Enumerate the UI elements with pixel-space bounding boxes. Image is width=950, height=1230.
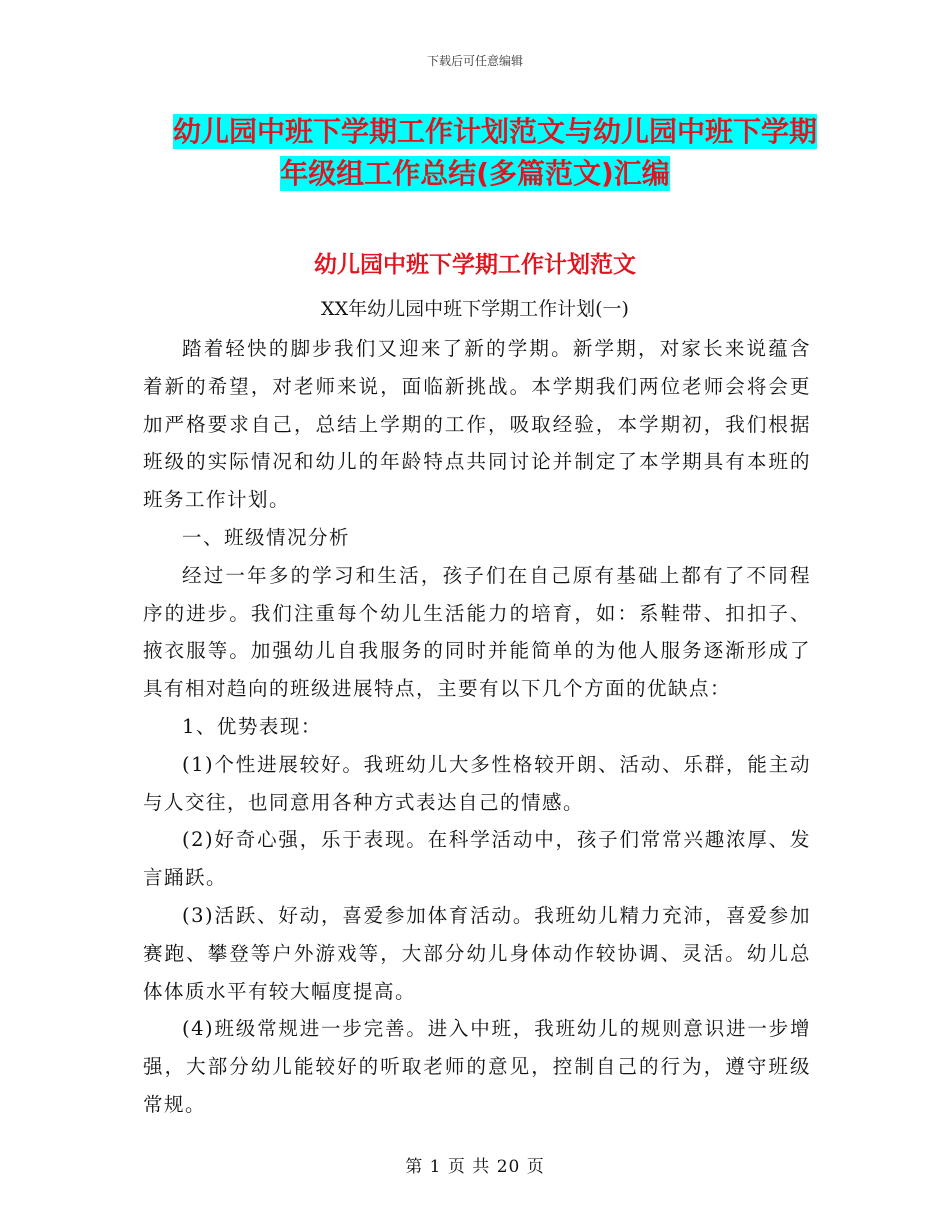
document-title-line-2 [0, 152, 950, 192]
header-note: 下载后可任意编辑 [426, 54, 523, 68]
sub-heading: 1、优势表现： [182, 714, 322, 738]
section-subtitle: 幼儿园中班下学期工作计划范文 [314, 252, 636, 278]
document-body [143, 330, 811, 1124]
paragraph: 经过一年多的学习和生活，孩子们在自己原有基础上都有了不同程序的进步。我们注重每个幼儿生活能力的培育，如：系鞋带、扣扣子、掖衣服等。加强幼儿自我服务的同时并能简单的为他人服务逐渐形成了具有相对趋向的班级进展特点，主要有以下几个方面的优缺点： [143, 563, 811, 701]
list-item: (3)活跃、好动，喜爱参加体育活动。我班幼儿精力充沛，喜爱参加赛跑、攀登等户外游戏等，大部分幼儿身体动作较协调、灵活。幼儿总体体质水平有较大幅度提高。 [143, 903, 811, 1003]
title-line-1-text: 幼儿园中班下学期工作计划范文与幼儿园中班下学期 [172, 115, 817, 148]
page-footer: 第 1 页 共 20 页 [405, 1157, 545, 1177]
document-title-line-1 [0, 110, 950, 150]
list-item: (1)个性进展较好。我班幼儿大多性格较开朗、活动、乐群，能主动与人交往，也同意用各种方式表达自己的情感。 [143, 752, 811, 814]
plan-title: XX年幼儿园中班下学期工作计划(一) [321, 298, 629, 320]
paragraph: 踏着轻快的脚步我们又迎来了新的学期。新学期，对家长来说蕴含着新的希望，对老师来说，面临新挑战。本学期我们两位老师会将会更加严格要求自己，总结上学期的工作，吸取经验，本学期初，我们根据班级的实际情况和幼儿的年龄特点共同讨论并制定了本学期具有本班的班务工作计划。 [143, 337, 811, 512]
list-item: (4)班级常规进一步完善。进入中班，我班幼儿的规则意识进一步增强，大部分幼儿能较好的听取老师的意见，控制自己的行为，遵守班级常规。 [143, 1017, 811, 1116]
section-heading: 一、班级情况分析 [182, 525, 351, 549]
title-line-2-text: 年级组工作总结(多篇范文)汇编 [280, 157, 670, 190]
list-item: (2)好奇心强，乐于表现。在科学活动中，孩子们常常兴趣浓厚、发言踊跃。 [143, 828, 811, 890]
